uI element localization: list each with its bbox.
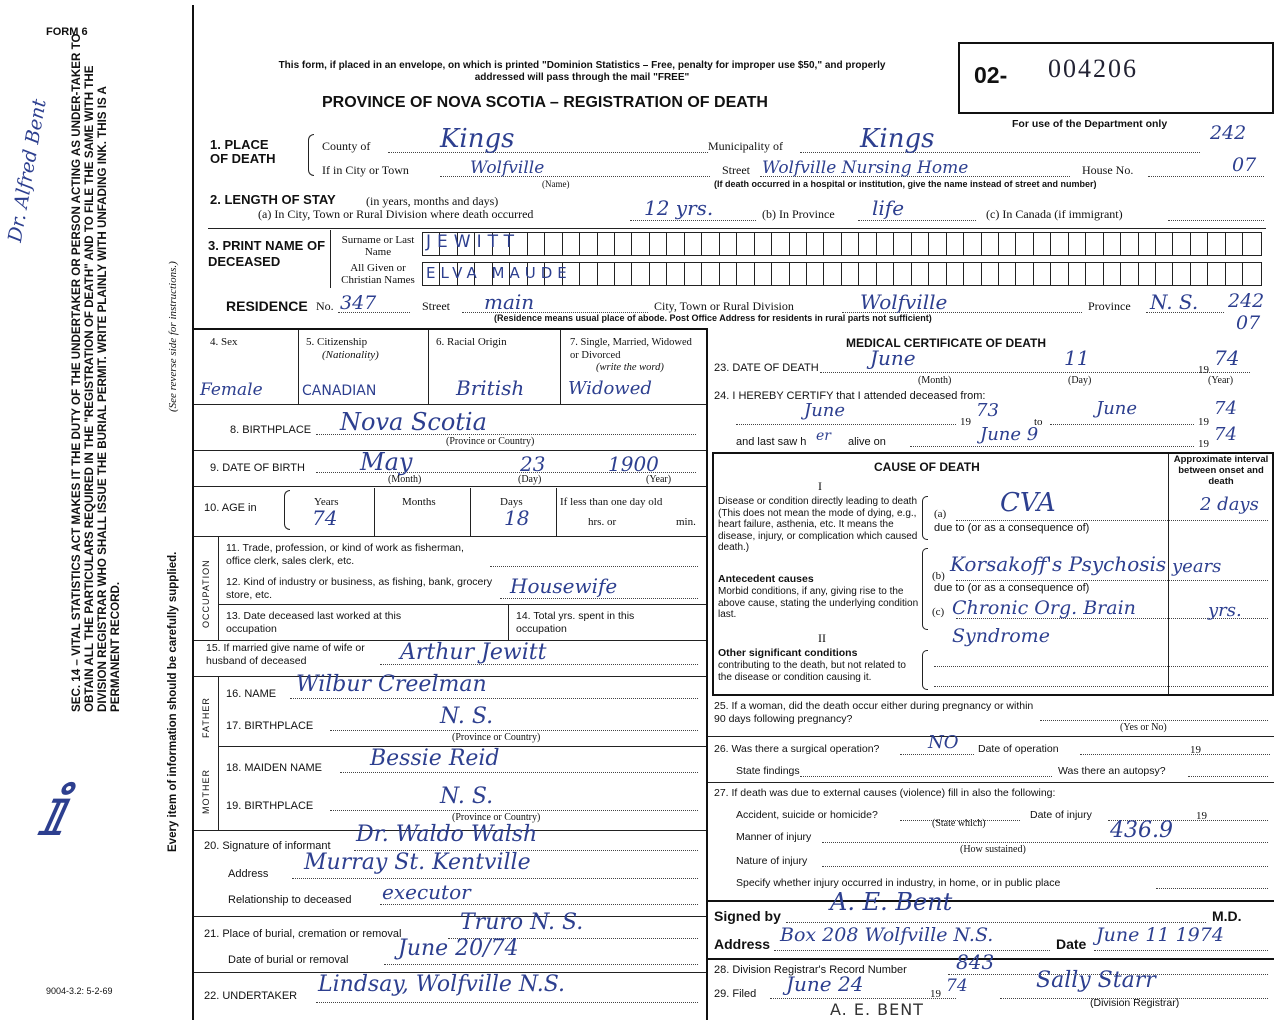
relationship-value: executor	[382, 880, 471, 904]
form-title: PROVINCE OF NOVA SCOTIA – REGISTRATION OF DEATH	[322, 94, 768, 111]
place-of-death-label: 1. PLACE OF DEATH	[210, 137, 276, 166]
res-city-value: Wolfville	[860, 290, 948, 314]
date-injury-label: Date of injury	[1030, 809, 1092, 821]
form-number: FORM 6	[46, 26, 88, 38]
cause-a-line	[956, 520, 1268, 521]
r4-div2	[428, 330, 429, 404]
alive-on-label: alive on	[848, 436, 886, 448]
marital-value: Widowed	[568, 378, 652, 399]
mother-birth-value: N. S.	[440, 784, 494, 809]
last-alive: June 9	[980, 424, 1039, 445]
age-days-label: Days	[500, 496, 523, 508]
spouse-value: Arthur Jewitt	[400, 640, 547, 665]
frame-left	[192, 5, 194, 1020]
cause-b-interval: years	[1172, 556, 1222, 577]
findings-line	[800, 776, 1052, 777]
los-a-line	[630, 220, 756, 221]
last-alive-yr: 74	[1214, 424, 1237, 445]
margin-note: Dr. Alfred Bent	[4, 97, 51, 244]
side-reverse: (See reverse side for instructions.)	[167, 261, 179, 412]
date-op-line	[1080, 754, 1270, 755]
res-province-value: N. S.	[1150, 290, 1199, 314]
att-to-19: 19	[1198, 416, 1209, 428]
sig-address-value: Box 208 Wolfville N.S.	[780, 924, 994, 946]
death-year: 74	[1214, 346, 1240, 370]
other-line-2	[934, 686, 1268, 687]
mother-label: MOTHER	[201, 769, 211, 814]
mid-rule	[706, 328, 708, 1020]
occ11-line	[490, 566, 698, 567]
manner-line	[822, 842, 1268, 843]
injury-19: 19	[1196, 810, 1207, 822]
death-19: 19	[1198, 364, 1209, 376]
cause-b-line	[956, 580, 1268, 581]
disease-direct-label: Disease or condition directly leading to death (This does not mean the mode of dying, e.g., heart failure, asthenia, etc. It means the disease, injury, or complication which caused death.)	[718, 496, 918, 553]
sig-address-line	[774, 950, 1050, 951]
occupation-label: OCCUPATION	[201, 559, 211, 628]
filed-line	[770, 998, 956, 999]
surname-boxes	[422, 232, 1262, 256]
md-label: M.D.	[1212, 908, 1242, 924]
father-name-line	[290, 698, 698, 699]
accident-label: Accident, suicide or homicide?	[736, 809, 878, 821]
hospital-note: (If death occurred in a hospital or institution, give the name instead of street and number)	[714, 179, 1097, 189]
municipality-value: Kings	[860, 124, 935, 154]
sec3-top-rule	[208, 228, 1266, 229]
residence-label: RESIDENCE	[226, 298, 308, 314]
res-province-label: Province	[1088, 299, 1131, 313]
length-of-stay-label: 2. LENGTH OF STAY	[210, 192, 336, 207]
death-month-sub: (Month)	[918, 375, 952, 386]
death-day: 11	[1064, 346, 1090, 370]
how-sub: (How sustained)	[960, 844, 1026, 855]
place-brace	[308, 134, 314, 176]
other-line-1	[934, 666, 1268, 667]
woman-line	[1040, 720, 1268, 721]
r4-bottom	[194, 404, 706, 405]
birthplace-label: 8. BIRTHPLACE	[230, 424, 312, 436]
lower-top-rule	[194, 328, 708, 330]
father-birth-line	[330, 730, 698, 731]
mother-birth-label: 19. BIRTHPLACE	[226, 800, 314, 812]
att-to-label: to	[1034, 416, 1043, 428]
informant-address-value: Murray St. Kentville	[304, 850, 531, 875]
spouse-label: 15. If married give name of wife or husband of deceased	[206, 642, 365, 667]
form-code: 9004-3.2: 5-2-69	[46, 986, 113, 996]
racial-value: British	[456, 376, 525, 400]
att-to-line	[1050, 424, 1194, 425]
sex-value: Female	[200, 380, 263, 400]
res-note: (Residence means usual place of abode. Post Office Address for residents in rural parts not sufficient)	[494, 313, 932, 323]
due-to-1: due to (or as a consequence of)	[934, 522, 1090, 534]
filed-19: 19	[930, 988, 941, 1000]
reg-no-label: 28. Division Registrar's Record Number	[714, 964, 907, 976]
alive-19: 19	[1198, 438, 1209, 450]
bottom-signature: A. E. BENT	[830, 1000, 924, 1019]
sig-date-value: June 11 1974	[1096, 924, 1224, 946]
los-a-label: (a) In City, Town or Rural Division where death occurred	[258, 207, 534, 221]
part-ii-label: II	[818, 631, 826, 645]
filed-value: June 24	[786, 972, 864, 996]
signed-line	[786, 922, 1206, 923]
cause-brace-1	[922, 496, 928, 540]
manner-label: Manner of injury	[736, 831, 812, 843]
cause-a-value: CVA	[1000, 488, 1056, 518]
house-no-label: House No.	[1082, 163, 1134, 177]
cause-interval-rule	[1168, 454, 1169, 694]
nature-label: Nature of injury	[736, 855, 808, 867]
dob-month: May	[360, 448, 413, 476]
res-no-label: No.	[316, 299, 334, 313]
death-day-sub: (Day)	[1068, 375, 1092, 386]
name-divider	[330, 230, 331, 288]
occ12-label: 12. Kind of industry or business, as fishing, bank, grocery store, etc.	[226, 576, 493, 601]
birthplace-sub: (Province or Country)	[446, 436, 535, 447]
cause-brace-2	[922, 548, 928, 630]
filed-label: 29. Filed	[714, 988, 757, 1000]
age-brace	[284, 490, 290, 530]
mother-maiden-line	[340, 772, 698, 773]
autopsy-line	[1188, 776, 1268, 777]
county-line	[388, 152, 708, 153]
r4-div1	[298, 330, 299, 404]
dob-year-sub: (Year)	[646, 474, 672, 485]
sig-address-label: Address	[714, 936, 771, 952]
surgical-line	[900, 754, 974, 755]
age-div3	[556, 488, 557, 536]
cause-label: CAUSE OF DEATH	[874, 460, 980, 474]
burial-date-value: June 20/74	[398, 936, 519, 961]
dept-code-4: 07	[1236, 312, 1261, 334]
house-line	[1148, 176, 1264, 177]
dept-code-2: 07	[1232, 154, 1257, 176]
dept-code-3: 242	[1228, 290, 1265, 312]
informant-label: 20. Signature of informant	[204, 840, 331, 852]
mother-maiden-label: 18. MAIDEN NAME	[226, 762, 322, 774]
hrs-or-label: hrs. or	[588, 516, 617, 528]
father-birth-value: N. S.	[440, 704, 494, 729]
mother-birth-line	[330, 810, 698, 811]
relationship-line	[380, 904, 698, 905]
dob-month-sub: (Month)	[388, 474, 422, 485]
registration-number: 004206	[1048, 54, 1138, 83]
given-label: All Given or Christian Names	[341, 262, 415, 287]
cause-c-interval: yrs.	[1208, 600, 1242, 621]
los-b-value: life	[872, 196, 905, 220]
due-to-2: due to (or as a consequence of)	[934, 582, 1090, 594]
los-a-value: 12 yrs.	[644, 196, 714, 220]
cause-c-value: Chronic Org. Brain Syndrome	[952, 597, 1136, 647]
burial-date-label: Date of burial or removal	[228, 954, 349, 966]
occ-side-rule	[218, 536, 219, 640]
last-saw-label: and last saw h	[736, 436, 807, 448]
r10-bottom	[194, 536, 706, 537]
los-sub: (in years, months and days)	[366, 194, 499, 208]
burial-value: Truro N. S.	[460, 910, 584, 935]
dept-use-label: For use of the Department only	[1012, 118, 1168, 130]
date-op-label: Date of operation	[978, 743, 1059, 755]
nationality-label: (Nationality)	[322, 349, 379, 361]
los-b-line	[858, 220, 976, 221]
res-city-label: City, Town or Rural Division	[654, 299, 794, 313]
woman-label: 25. If a woman, did the death occur either during pregnancy or within 90 days following pregnancy?	[714, 700, 1034, 725]
cause-brace-3	[922, 650, 928, 690]
cause-b-value: Korsakoff's Psychosis	[950, 552, 1167, 576]
less-day-label: If less than one day old	[560, 496, 663, 508]
dob-day: 23	[520, 452, 546, 476]
city-town-label: If in City or Town	[322, 163, 409, 177]
specify-label: Specify whether injury occurred in industry, in home, or in public place	[736, 877, 1061, 889]
street-value: Wolfville Nursing Home	[762, 158, 969, 178]
att-from-19: 19	[960, 416, 971, 428]
informant-value: Dr. Waldo Walsh	[356, 822, 538, 847]
external-label: 27. If death was due to external causes (violence) fill in also the following:	[714, 787, 1056, 799]
undertaker-label: 22. UNDERTAKER	[204, 990, 298, 1002]
los-b-label: (b) In Province	[762, 207, 835, 221]
informant-address-label: Address	[228, 868, 269, 880]
att-to: June	[1096, 398, 1138, 419]
age-years-label: Years	[314, 496, 339, 508]
manner-code: 436.9	[1110, 818, 1173, 843]
dob-year: 1900	[608, 452, 659, 476]
date-op-19: 19	[1190, 744, 1201, 756]
write-word-label: (write the word)	[596, 362, 664, 373]
death-month: June	[870, 346, 916, 370]
father-label: FATHER	[201, 697, 211, 738]
citizenship-value: CANADIAN	[302, 383, 377, 399]
county-label: County of	[322, 139, 371, 153]
certify-label: 24. I HEREBY CERTIFY that I attended deceased from:	[714, 390, 986, 402]
father-birth-sub: (Province or Country)	[452, 732, 541, 743]
name-sub: (Name)	[542, 179, 570, 189]
county-value: Kings	[440, 124, 515, 154]
state-findings-label: State findings	[736, 765, 800, 777]
surname-value: JEWITT	[426, 232, 521, 252]
r8-bottom	[194, 450, 706, 451]
dob-day-sub: (Day)	[518, 474, 542, 485]
relationship-label: Relationship to deceased	[228, 894, 352, 906]
r9-bottom	[194, 486, 706, 487]
signed-value: A. E. Bent	[830, 888, 953, 916]
father-birth-label: 17. BIRTHPLACE	[226, 720, 314, 732]
surgical-label: 26. Was there a surgical operation?	[714, 743, 880, 755]
print-name-label: 3. PRINT NAME OF DECEASED	[208, 238, 326, 269]
date-of-death-label: 23. DATE OF DEATH	[714, 362, 819, 374]
citizenship-label: 5. Citizenship	[306, 336, 368, 348]
side-instructions: SEC. 14 – VITAL STATISTICS ACT MAKES IT THE DUTY OF THE UNDERTAKER OR PERSON ACTING AS UNDER-TAKER TO OBTAIN ALL THE PARTICULARS REQUIRED IN THE "REGISTRATION OF DEATH" AND TO FILE THE SAME WITH THE DIVISION REGISTRAR WHO SHALL ISSUE THE BURIAL PERMIT. WRITE PLAINLY WITH UNFADING INK. THIS IS A PERMANENT RECORD.	[70, 33, 122, 712]
undertaker-value: Lindsay, Wolfville N.S.	[318, 972, 566, 997]
antecedent-sub: Morbid conditions, if any, giving rise to the above cause, stating the underlying condition last.	[718, 586, 919, 620]
los-c-label: (c) In Canada (if immigrant)	[986, 207, 1123, 221]
margin-scrawl: ⅈ	[40, 770, 67, 852]
r25-bottom	[708, 736, 1274, 737]
res-street-value: main	[484, 290, 535, 314]
part-i-label: I	[818, 479, 822, 493]
father-name-label: 16. NAME	[226, 688, 277, 700]
other-sig-label: Other significant conditions	[718, 647, 858, 659]
dept-code-1: 242	[1210, 122, 1247, 144]
undertaker-line	[316, 1002, 698, 1003]
occ13-div	[508, 604, 509, 640]
burial-date-line	[384, 964, 698, 965]
cause-a-interval: 2 days	[1200, 494, 1259, 515]
other-sig-sub: contributing to the death, but not related to the disease or condition causing it.	[718, 660, 906, 683]
death-year-sub: (Year)	[1208, 375, 1234, 386]
surname-label: Surname or Last Name	[341, 234, 415, 259]
cause-c-label: (c)	[932, 606, 945, 618]
occ12-bottom	[218, 604, 706, 605]
los-c-line	[1168, 220, 1264, 221]
occ11-label: 11. Trade, profession, or kind of work as fisherman, office clerk, sales clerk, etc.	[226, 542, 464, 567]
parents-side-rule	[218, 676, 219, 830]
att-to-yr: 74	[1214, 398, 1237, 419]
given-value: ELVA MAUDE	[426, 264, 572, 282]
birthplace-value: Nova Scotia	[340, 408, 487, 436]
state-which-sub: (State which)	[932, 818, 986, 829]
filed-yr: 74	[946, 976, 968, 996]
specify-line	[1156, 888, 1268, 889]
informant-address-line	[292, 878, 698, 879]
nature-line	[822, 866, 1268, 867]
att-from-line	[736, 424, 956, 425]
surgical-value: NO	[928, 732, 959, 753]
last-saw-hr: er	[816, 428, 831, 444]
alive-line	[910, 446, 1194, 447]
sig-date-label: Date	[1056, 936, 1087, 952]
mother-maiden-value: Bessie Reid	[370, 746, 500, 771]
res-street-label: Street	[422, 299, 450, 313]
age-label: 10. AGE in	[204, 502, 257, 514]
r20-bottom	[194, 916, 706, 917]
cause-a-label: (a)	[934, 508, 947, 520]
r26-bottom	[708, 782, 1274, 783]
cause-b-label: (b)	[932, 570, 945, 582]
mother-birth-sub: (Province or Country)	[452, 812, 541, 823]
att-from-yr: 73	[976, 400, 999, 421]
age-months-label: Months	[402, 496, 436, 508]
registration-box	[958, 42, 1274, 114]
city-value: Wolfville	[470, 158, 545, 178]
occ13-label: 13. Date deceased last worked at this occupation	[226, 610, 402, 635]
registration-prefix: 02-	[974, 62, 1008, 88]
father-name-value: Wilbur Creelman	[296, 672, 487, 697]
age-div2	[470, 488, 471, 536]
yes-no-sub: (Yes or No)	[1120, 722, 1167, 733]
age-days-value: 18	[504, 506, 530, 530]
att-from: June	[804, 400, 846, 421]
r27-bottom	[708, 900, 1274, 902]
postal-notice: This form, if placed in an envelope, on which is printed "Dominion Statistics – Free, penalty for improper use $50," and properly addressed will pass through the mail "FREE"	[278, 60, 886, 83]
div-reg-sub: (Division Registrar)	[1090, 997, 1180, 1009]
occ12-line	[500, 598, 698, 599]
res-no-value: 347	[340, 292, 377, 314]
death-line	[820, 372, 1250, 373]
age-years-value: 74	[312, 506, 338, 530]
autopsy-label: Was there an autopsy?	[1058, 765, 1166, 777]
occ14-label: 14. Total yrs. spent in this occupation	[516, 610, 635, 635]
burial-label: 21. Place of burial, cremation or removal	[204, 928, 402, 940]
r4-div3	[560, 330, 561, 404]
registrar-value: Sally Starr	[1036, 968, 1156, 993]
sig-date-line	[1094, 950, 1268, 951]
med-cert-label: MEDICAL CERTIFICATE OF DEATH	[846, 336, 1046, 350]
racial-label: 6. Racial Origin	[436, 336, 507, 348]
min-label: min.	[676, 516, 696, 528]
dob-label: 9. DATE OF BIRTH	[210, 462, 305, 474]
antecedent-label: Antecedent causes	[718, 573, 814, 585]
side-every-item: Every item of information should be carefully supplied.	[167, 551, 179, 852]
signed-by-label: Signed by	[714, 908, 781, 924]
reg-no-value: 843	[956, 950, 995, 974]
approx-label: Approximate interval between onset and death	[1173, 454, 1269, 487]
marital-label: 7. Single, Married, Widowed or Divorced	[570, 337, 692, 361]
street-label: Street	[722, 163, 750, 177]
municipality-label: Municipality of	[708, 139, 783, 153]
age-div1	[374, 488, 375, 536]
occ12-value: Housewife	[510, 574, 618, 598]
sex-label: 4. Sex	[210, 336, 238, 348]
